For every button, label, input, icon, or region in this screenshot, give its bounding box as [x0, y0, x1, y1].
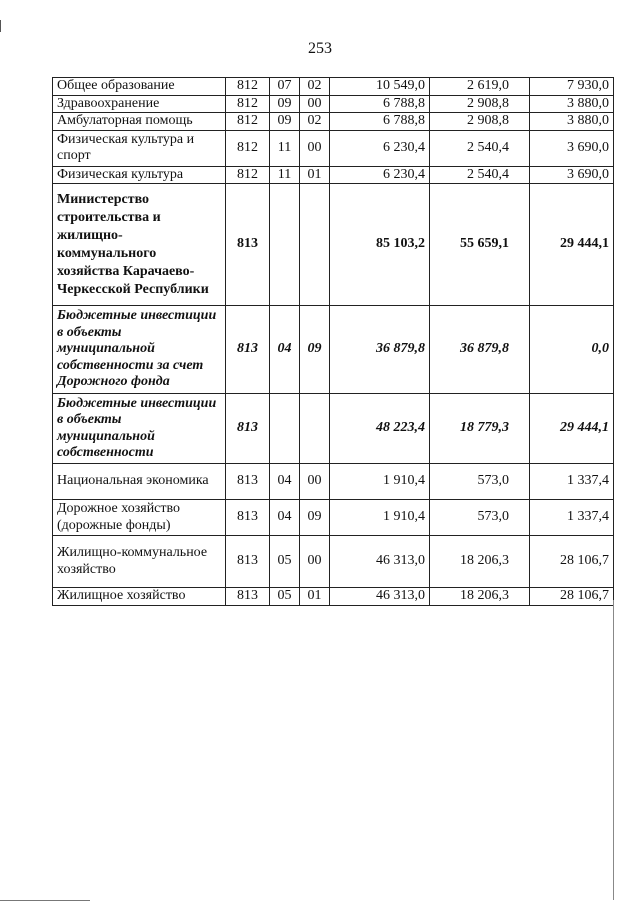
- amount-b: 3 690,0: [530, 130, 614, 166]
- section-code: 04: [270, 500, 300, 536]
- ministry-code: 812: [226, 78, 270, 96]
- ministry-code: 813: [226, 184, 270, 306]
- amount-total: 1 910,4: [330, 500, 430, 536]
- ministry-code: 813: [226, 588, 270, 606]
- amount-total: 46 313,0: [330, 536, 430, 588]
- amount-b: 3 880,0: [530, 113, 614, 131]
- amount-b: 1 337,4: [530, 500, 614, 536]
- amount-total: 6 230,4: [330, 130, 430, 166]
- section-code: 11: [270, 130, 300, 166]
- amount-b: 3 880,0: [530, 95, 614, 113]
- scan-edge-line: [613, 600, 614, 900]
- amount-a: 2 540,4: [430, 166, 530, 184]
- subsection-code: 00: [300, 130, 330, 166]
- subsection-code: 00: [300, 464, 330, 500]
- table-row: [53, 536, 614, 588]
- amount-a: 18 206,3: [430, 588, 530, 606]
- table-row-ministry: [53, 184, 614, 306]
- amount-b: 29 444,1: [530, 394, 614, 464]
- ministry-code: 812: [226, 130, 270, 166]
- amount-a: 2 908,8: [430, 95, 530, 113]
- amount-b: 7 930,0: [530, 78, 614, 96]
- amount-a: 18 206,3: [430, 536, 530, 588]
- subsection-code: 00: [300, 536, 330, 588]
- subsection-code: 09: [300, 306, 330, 394]
- ministry-code: 812: [226, 166, 270, 184]
- amount-total: 85 103,2: [330, 184, 430, 306]
- ministry-code: 813: [226, 394, 270, 464]
- table-row: [53, 464, 614, 500]
- table-row: [53, 78, 614, 96]
- ministry-code: 813: [226, 464, 270, 500]
- row-name: Общее образование: [53, 78, 226, 96]
- amount-total: 6 230,4: [330, 166, 430, 184]
- amount-b: 28 106,7: [530, 588, 614, 606]
- section-code: 05: [270, 536, 300, 588]
- row-name: Бюджетные инвестиции в объекты муниципальной собственности за счет Дорожного фонда: [53, 306, 226, 394]
- row-name: Национальная экономика: [53, 464, 226, 500]
- subsection-code: 01: [300, 166, 330, 184]
- table-row-investment: [53, 394, 614, 464]
- section-code: [270, 184, 300, 306]
- row-name: Здравоохранение: [53, 95, 226, 113]
- amount-a: 55 659,1: [430, 184, 530, 306]
- section-code: 09: [270, 95, 300, 113]
- amount-b: 29 444,1: [530, 184, 614, 306]
- amount-a: 36 879,8: [430, 306, 530, 394]
- amount-b: 28 106,7: [530, 536, 614, 588]
- amount-total: 6 788,8: [330, 113, 430, 131]
- amount-a: 2 540,4: [430, 130, 530, 166]
- row-name: Бюджетные инвестиции в объекты муниципальной собственности: [53, 394, 226, 464]
- section-code: 11: [270, 166, 300, 184]
- table-row: [53, 113, 614, 131]
- subsection-code: 01: [300, 588, 330, 606]
- ministry-code: 812: [226, 95, 270, 113]
- scan-edge-mark: [0, 20, 1, 32]
- amount-a: 18 779,3: [430, 394, 530, 464]
- amount-total: 1 910,4: [330, 464, 430, 500]
- table-row: [53, 166, 614, 184]
- row-name: Дорожное хозяйство (дорожные фонды): [53, 500, 226, 536]
- section-code: 04: [270, 306, 300, 394]
- scan-bottom-line: [0, 900, 90, 901]
- row-name: Амбулаторная помощь: [53, 113, 226, 131]
- amount-b: 3 690,0: [530, 166, 614, 184]
- table-row-investment: [53, 306, 614, 394]
- ministry-code: 812: [226, 113, 270, 131]
- amount-total: 6 788,8: [330, 95, 430, 113]
- section-code: 05: [270, 588, 300, 606]
- amount-b: 1 337,4: [530, 464, 614, 500]
- section-code: 09: [270, 113, 300, 131]
- amount-total: 10 549,0: [330, 78, 430, 96]
- ministry-code: 813: [226, 500, 270, 536]
- row-name: Министерство строительства и жилищно-коммунального хозяйства Карачаево-Черкесской Республики: [53, 184, 226, 306]
- page-number: 253: [308, 40, 332, 57]
- amount-a: 2 908,8: [430, 113, 530, 131]
- amount-total: 48 223,4: [330, 394, 430, 464]
- subsection-code: [300, 394, 330, 464]
- subsection-code: 09: [300, 500, 330, 536]
- ministry-code: 813: [226, 536, 270, 588]
- subsection-code: 02: [300, 113, 330, 131]
- amount-total: 46 313,0: [330, 588, 430, 606]
- amount-a: 2 619,0: [430, 78, 530, 96]
- table-row: [53, 588, 614, 606]
- section-code: 07: [270, 78, 300, 96]
- subsection-code: [300, 184, 330, 306]
- subsection-code: 02: [300, 78, 330, 96]
- amount-total: 36 879,8: [330, 306, 430, 394]
- table-row: [53, 95, 614, 113]
- row-name: Жилищно-коммунальное хозяйство: [53, 536, 226, 588]
- row-name: Физическая культура и спорт: [53, 130, 226, 166]
- row-name: Жилищное хозяйство: [53, 588, 226, 606]
- amount-a: 573,0: [430, 500, 530, 536]
- amount-b: 0,0: [530, 306, 614, 394]
- table-row: [53, 130, 614, 166]
- row-name: Физическая культура: [53, 166, 226, 184]
- section-code: [270, 394, 300, 464]
- section-code: 04: [270, 464, 300, 500]
- budget-table: [52, 77, 614, 606]
- subsection-code: 00: [300, 95, 330, 113]
- ministry-code: 813: [226, 306, 270, 394]
- table-row: [53, 500, 614, 536]
- amount-a: 573,0: [430, 464, 530, 500]
